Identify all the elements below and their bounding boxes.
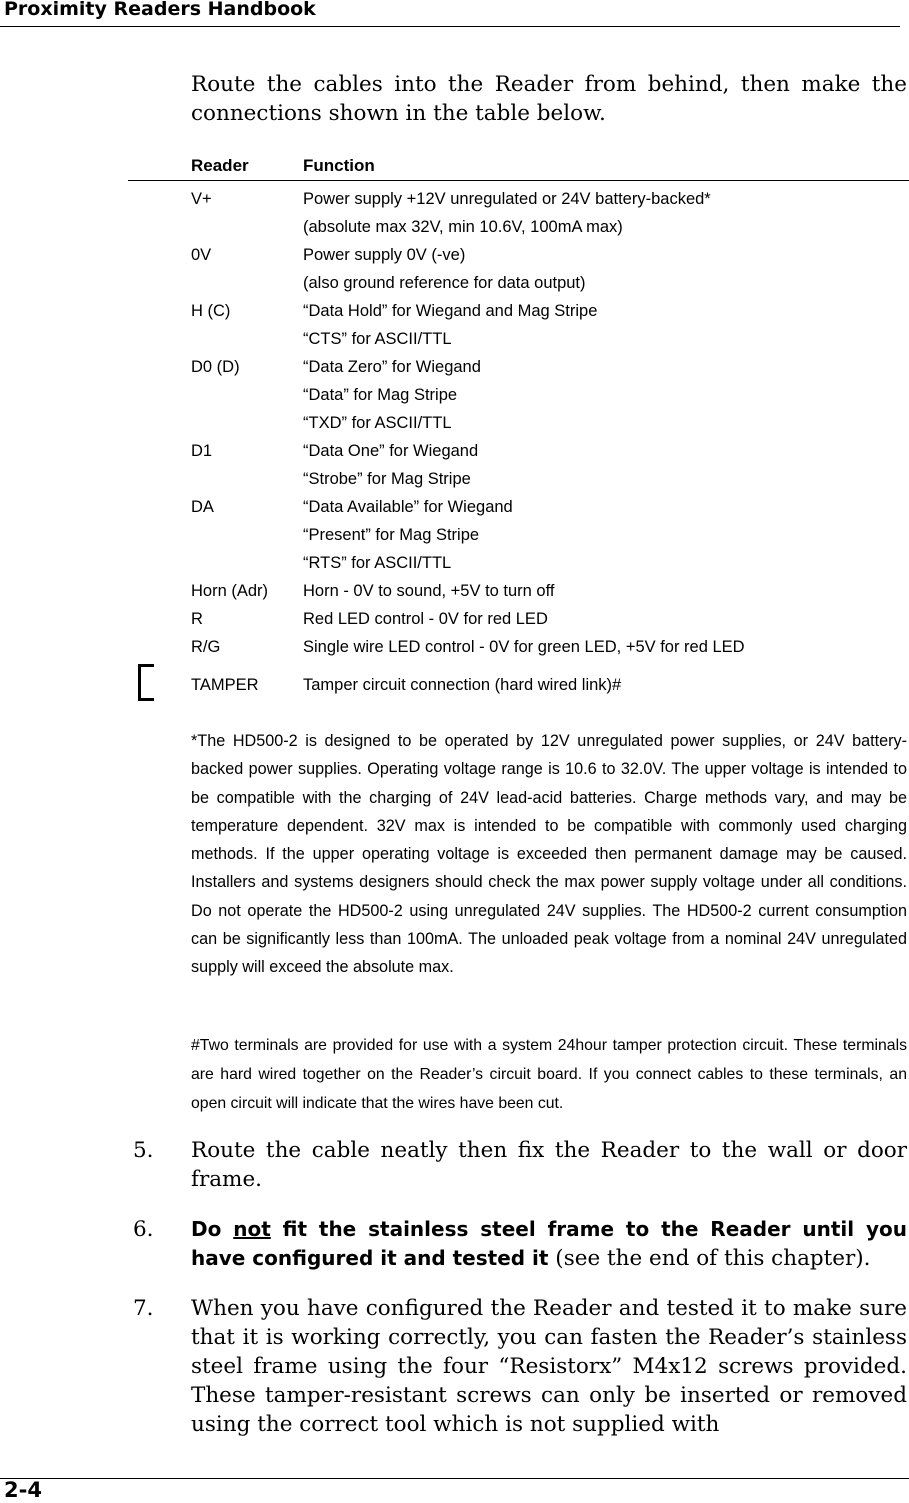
cell-reader: H (C): [191, 302, 231, 320]
table-row: [191, 409, 909, 437]
step-bold-rest: fit the stainless steel frame to the Reader until you have configured it and tested it: [191, 1217, 907, 1270]
table-row: [191, 185, 909, 213]
table-row: [191, 605, 909, 633]
cell-function: “Present” for Mag Stripe: [303, 526, 480, 544]
tamper-note: #Two terminals are provided for use with a system 24hour tamper protection circuit. These terminals are hard wired together on the Reader’s circuit board. If you connect cables to these terminals, an open circuit will indicate that the wires have been cut.: [191, 1037, 907, 1112]
voltage-note: *The HD500-2 is designed to be operated by 12V unregulated power supplies, or 24V battery-backed power supplies. Operating voltage range is 10.6 to 32.0V. The upper voltage is intended to be compatible with the charging of 24V lead-acid batteries. Charge methods vary, and may be temperature dependent. 32V max is intended to be compatible with commonly used charging methods. If the upper operating voltage is exceeded then permanent damage may be caused. Installers and systems designers should check the max power supply voltage under all conditions. Do not operate the HD500-2 using unregulated 24V supplies. The HD500-2 current consumption can be significantly less than 100mA. The unloaded peak voltage from a nominal 24V unregulated supply will exceed the absolute max.: [191, 732, 907, 977]
cell-reader: DA: [191, 498, 214, 516]
cell-function: (absolute max 32V, min 10.6V, 100mA max): [303, 218, 623, 236]
cell-function: “Data Available” for Wiegand: [303, 498, 513, 516]
header-title: Proximity Readers Handbook: [4, 0, 316, 20]
table-row: [191, 353, 909, 381]
table-header-rule: [128, 180, 909, 181]
step-text: When you have configured the Reader and tested it to make sure that it is working correctly, you can fasten the Reader’s stainless steel frame using the four “Resistorx” M4x12 screws provided. These tamper-resistant screws can only be inserted or removed using the correct tool which is not supplied with: [191, 1296, 907, 1437]
cell-function: “TXD” for ASCII/TTL: [303, 414, 452, 432]
connection-table: [191, 185, 909, 699]
table-row: [191, 437, 909, 465]
cell-function: “Data” for Mag Stripe: [303, 386, 458, 404]
step-text: [191, 1215, 907, 1273]
cell-function: “CTS” for ASCII/TTL: [303, 330, 452, 348]
page-header: [0, 0, 900, 27]
cell-reader: V+: [191, 190, 212, 208]
cell-function: Single wire LED control - 0V for green LED, +5V for red LED: [303, 638, 745, 656]
cell-reader: 0V: [191, 246, 212, 264]
step-bold-not: not: [233, 1217, 271, 1241]
table-row: [191, 269, 909, 297]
table-row: [191, 549, 909, 577]
table-row: [191, 577, 909, 605]
cell-function: Tamper circuit connection (hard wired link)#: [303, 676, 622, 694]
table-row: [191, 521, 909, 549]
cell-function: Power supply +12V unregulated or 24V battery-backed*: [303, 190, 711, 208]
table-row: [191, 381, 909, 409]
change-bar-bracket: [138, 664, 154, 701]
step-plain-tail: (see the end of this chapter).: [548, 1246, 871, 1271]
cell-function: Power supply 0V (-ve): [303, 246, 466, 264]
cell-function: Red LED control - 0V for red LED: [303, 610, 548, 628]
table-row: [191, 297, 909, 325]
page-number: 2-4: [4, 1478, 42, 1502]
cell-reader: R/G: [191, 638, 221, 656]
step-number: 6.: [133, 1217, 154, 1242]
step-number: 5.: [133, 1138, 154, 1163]
cell-function: “Data One” for Wiegand: [303, 442, 479, 460]
cell-reader: R: [191, 610, 203, 628]
cell-reader: TAMPER: [191, 676, 259, 694]
cell-function: “RTS” for ASCII/TTL: [303, 554, 452, 572]
table-row: [191, 465, 909, 493]
table-header-reader: Reader: [191, 156, 249, 175]
step-bold-lead: Do: [191, 1217, 234, 1241]
cell-function: “Data Zero” for Wiegand: [303, 358, 481, 376]
table-row: [191, 493, 909, 521]
cell-function: “Data Hold” for Wiegand and Mag Stripe: [303, 302, 598, 320]
cell-reader: Horn (Adr): [191, 582, 269, 600]
step-number: 7.: [133, 1296, 154, 1321]
cell-reader: D1: [191, 442, 213, 460]
table-row: [191, 325, 909, 353]
step-text: Route the cable neatly then fix the Reader to the wall or door frame.: [191, 1138, 907, 1192]
cell-function: Horn - 0V to sound, +5V to turn off: [303, 582, 555, 600]
table-row: [191, 241, 909, 269]
table-header-function: Function: [303, 156, 375, 175]
cell-function: (also ground reference for data output): [303, 274, 586, 292]
intro-paragraph: Route the cables into the Reader from behind, then make the connections shown in the table below.: [191, 72, 907, 126]
table-row: [191, 213, 909, 241]
table-row: [191, 633, 909, 661]
cell-function: “Strobe” for Mag Stripe: [303, 470, 471, 488]
footer-rule: [0, 1478, 909, 1479]
table-row: [191, 671, 909, 699]
cell-reader: D0 (D): [191, 358, 240, 376]
